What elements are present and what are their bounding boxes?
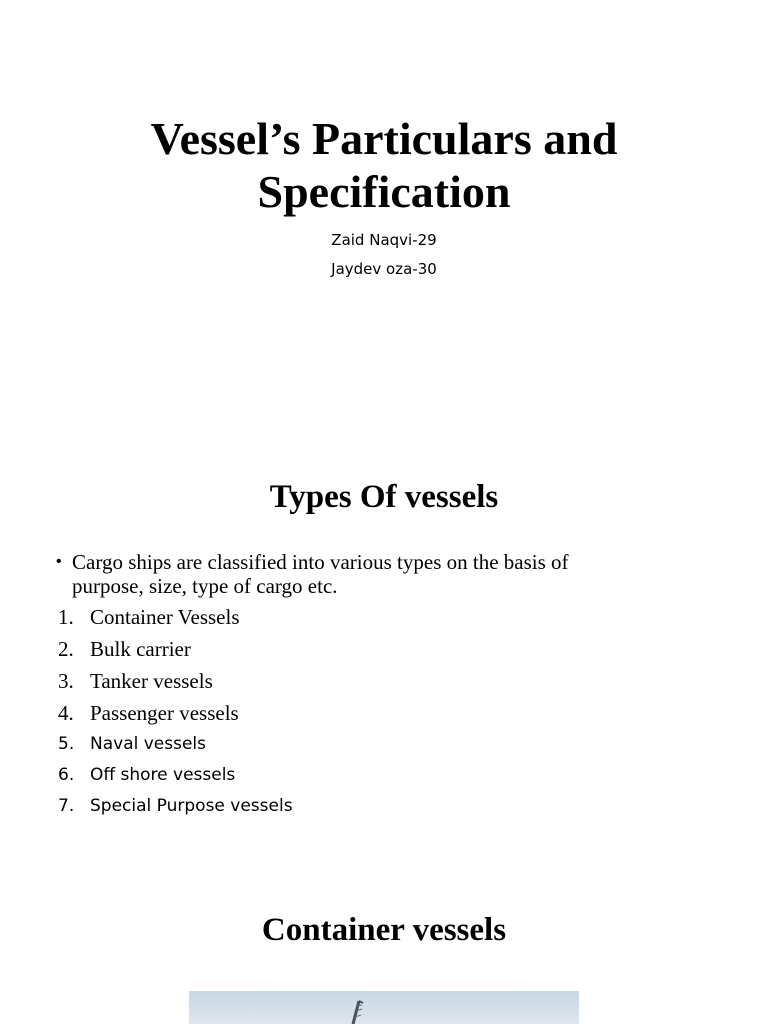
list-label: Naval vessels	[90, 734, 207, 754]
list-label: Bulk carrier	[90, 637, 191, 661]
list-number: 1.	[58, 605, 74, 629]
bullet-line-1: Cargo ships are classified into various types on the basis of	[72, 550, 569, 574]
list-number: 7.	[58, 796, 75, 816]
types-heading: Types Of vessels	[269, 479, 499, 515]
container-heading: Container vessels	[261, 912, 507, 948]
list-label: Off shore vessels	[90, 765, 236, 785]
list-label: Container Vessels	[90, 605, 240, 629]
crane-icon	[189, 991, 579, 1024]
list-item	[58, 764, 658, 786]
title-line-2: Specification	[257, 166, 511, 217]
list-number: 5.	[58, 734, 75, 754]
author-2: Jaydev oza-30	[331, 260, 437, 278]
list-label: Special Purpose vessels	[90, 796, 293, 816]
bullet-line-2: purpose, size, type of cargo etc.	[72, 574, 338, 598]
document-title	[0, 112, 768, 218]
bullet-icon: •	[56, 553, 62, 570]
list-item	[58, 668, 658, 694]
list-number: 3.	[58, 669, 74, 693]
list-item	[58, 604, 658, 630]
author-1: Zaid Naqvi-29	[331, 231, 437, 249]
list-item	[58, 636, 658, 662]
list-item	[58, 733, 658, 755]
list-label: Passenger vessels	[90, 701, 239, 725]
list-item	[58, 795, 658, 817]
intro-bullet	[56, 550, 696, 598]
list-item	[58, 700, 658, 726]
ship-crane-photo	[189, 991, 579, 1024]
list-number: 4.	[58, 701, 74, 725]
list-label: Tanker vessels	[90, 669, 213, 693]
list-number: 6.	[58, 765, 75, 785]
list-number: 2.	[58, 637, 74, 661]
title-line-1: Vessel’s Particulars and	[150, 113, 618, 164]
